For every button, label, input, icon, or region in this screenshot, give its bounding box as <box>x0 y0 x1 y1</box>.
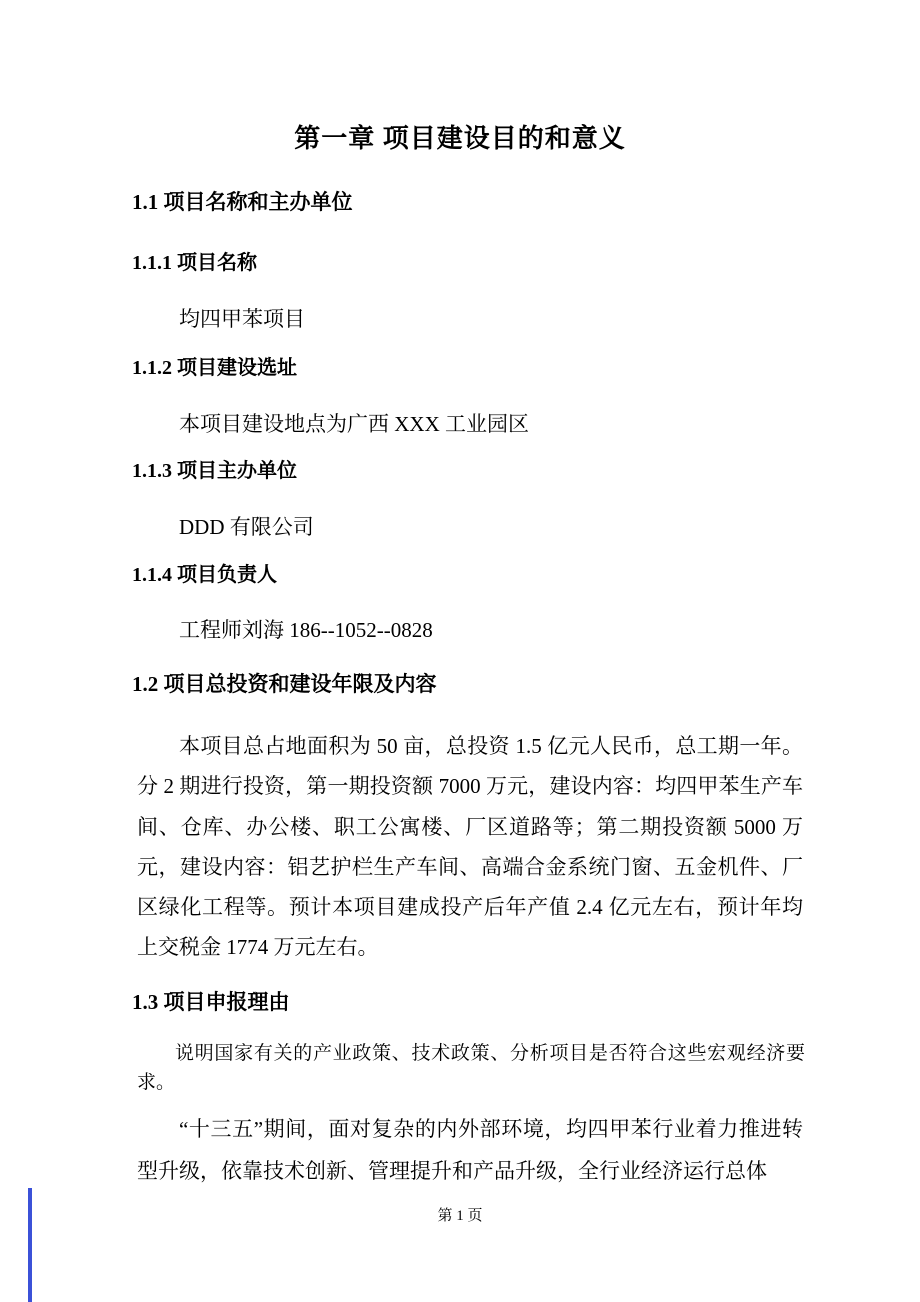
project-name-text: 均四甲苯项目 <box>179 307 305 331</box>
policy-paragraph: 说明国家有关的产业政策、技术政策、分析项目是否符合这些宏观经济要求。 <box>137 1043 805 1093</box>
thirteenth-five-paragraph: “十三五”期间，面对复杂的内外部环境，均四甲苯行业着力推进转型升级，依靠技术创新、管理提升和产品升级，全行业经济运行总体 <box>137 1117 803 1183</box>
heading-1-2: 1.2 项目总投资和建设年限及内容 <box>132 672 437 696</box>
heading-1-1-2: 1.1.2 项目建设选址 <box>132 357 297 379</box>
page-number-footer: 第 1 页 <box>437 1208 483 1224</box>
investment-paragraph: 本项目总占地面积为 50 亩，总投资 1.5 亿元人民币，总工期一年。分 2 期进行投资，第一期投资额 7000 万元，建设内容：均四甲苯生产车间、仓库、办公楼、职工公寓楼、厂区道路等；第二期投资额 5000 万元，建设内容：铝艺护栏生产车间、高端合金系统门窗、五金机件、厂区绿化工程等。预计本项目建成投产后年产值 2.4 亿元左右，预计年均上交税金 1774 万元左右。 <box>137 734 803 960</box>
project-location-text: 本项目建设地点为广西 XXX 工业园区 <box>179 412 529 436</box>
heading-1-1-4: 1.1.4 项目负责人 <box>132 564 277 586</box>
project-company-text: DDD 有限公司 <box>179 515 314 539</box>
heading-1-1-3: 1.1.3 项目主办单位 <box>132 460 297 482</box>
project-leader-text: 工程师刘海 186--1052--0828 <box>179 618 433 642</box>
heading-1-1: 1.1 项目名称和主办单位 <box>132 190 353 214</box>
heading-1-1-1: 1.1.1 项目名称 <box>132 252 257 274</box>
blue-vertical-line <box>28 1188 32 1302</box>
heading-1-3: 1.3 项目申报理由 <box>132 990 290 1014</box>
chapter-title: 第一章 项目建设目的和意义 <box>294 124 626 153</box>
